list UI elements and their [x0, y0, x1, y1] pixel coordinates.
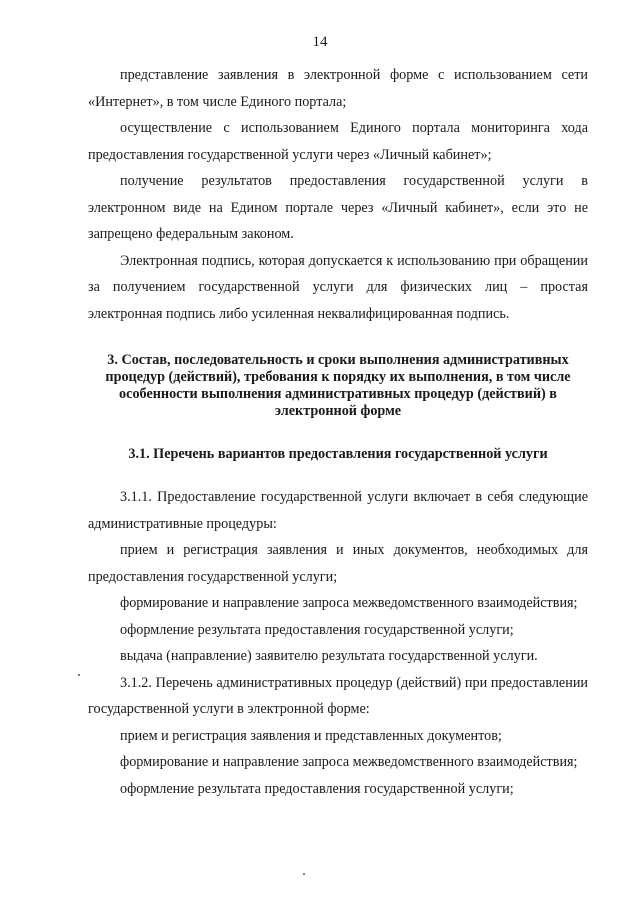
paragraph-e-reception: прием и регистрация заявления и представленных документов; — [120, 727, 502, 744]
paragraph-procedure-result: оформление результата предоставления государственной услуги; — [120, 621, 514, 638]
paragraph-3-1-2: 3.1.2. Перечень административных процедур (действий) при предоставлении государственной услуги в электронной форме: — [88, 674, 588, 717]
paragraph-e-interagency: формирование и направление запроса межведомственного взаимодействия; — [120, 754, 578, 770]
document-body — [88, 62, 588, 802]
paragraph-electronic-submission: представление заявления в электронной форме с использованием сети «Интернет», в том числе Единого портала; — [88, 67, 588, 110]
page-number: 14 — [312, 34, 328, 50]
scan-speck — [78, 674, 80, 676]
paragraph-procedure-reception: прием и регистрация заявления и иных документов, необходимых для предоставления государственной услуги; — [88, 542, 588, 585]
section-heading: 3. Состав, последовательность и сроки выполнения административных процедур (действий), требования к порядку их выполнения, в том числе особенности выполнения административных процедур (действий) в электронной форме — [105, 352, 571, 419]
paragraph-monitoring: осуществление с использованием Единого портала мониторинга хода предоставления государственной услуги через «Личный кабинет»; — [88, 120, 588, 163]
paragraph-3-1-1: 3.1.1. Предоставление государственной услуги включает в себя следующие административные процедуры: — [88, 489, 588, 532]
paragraph-procedure-interagency: формирование и направление запроса межведомственного взаимодействия; — [120, 595, 578, 611]
scan-speck — [303, 873, 305, 875]
paragraph-procedure-issue: выдача (направление) заявителю результата государственной услуги. — [120, 648, 538, 664]
paragraph-results-receipt: получение результатов предоставления государственной услуги в электронном виде на Едином портале через «Личный кабинет», если это не запрещено федеральным законом. — [88, 173, 588, 242]
paragraph-electronic-signature: Электронная подпись, которая допускается к использованию при обращении за получением государственной услуги для физических лиц – простая электронная подпись либо усиленная неквалифицированная подпись. — [88, 252, 588, 322]
subsection-heading: 3.1. Перечень вариантов предоставления государственной услуги — [128, 446, 548, 462]
paragraph-e-result: оформление результата предоставления государственной услуги; — [120, 780, 514, 797]
